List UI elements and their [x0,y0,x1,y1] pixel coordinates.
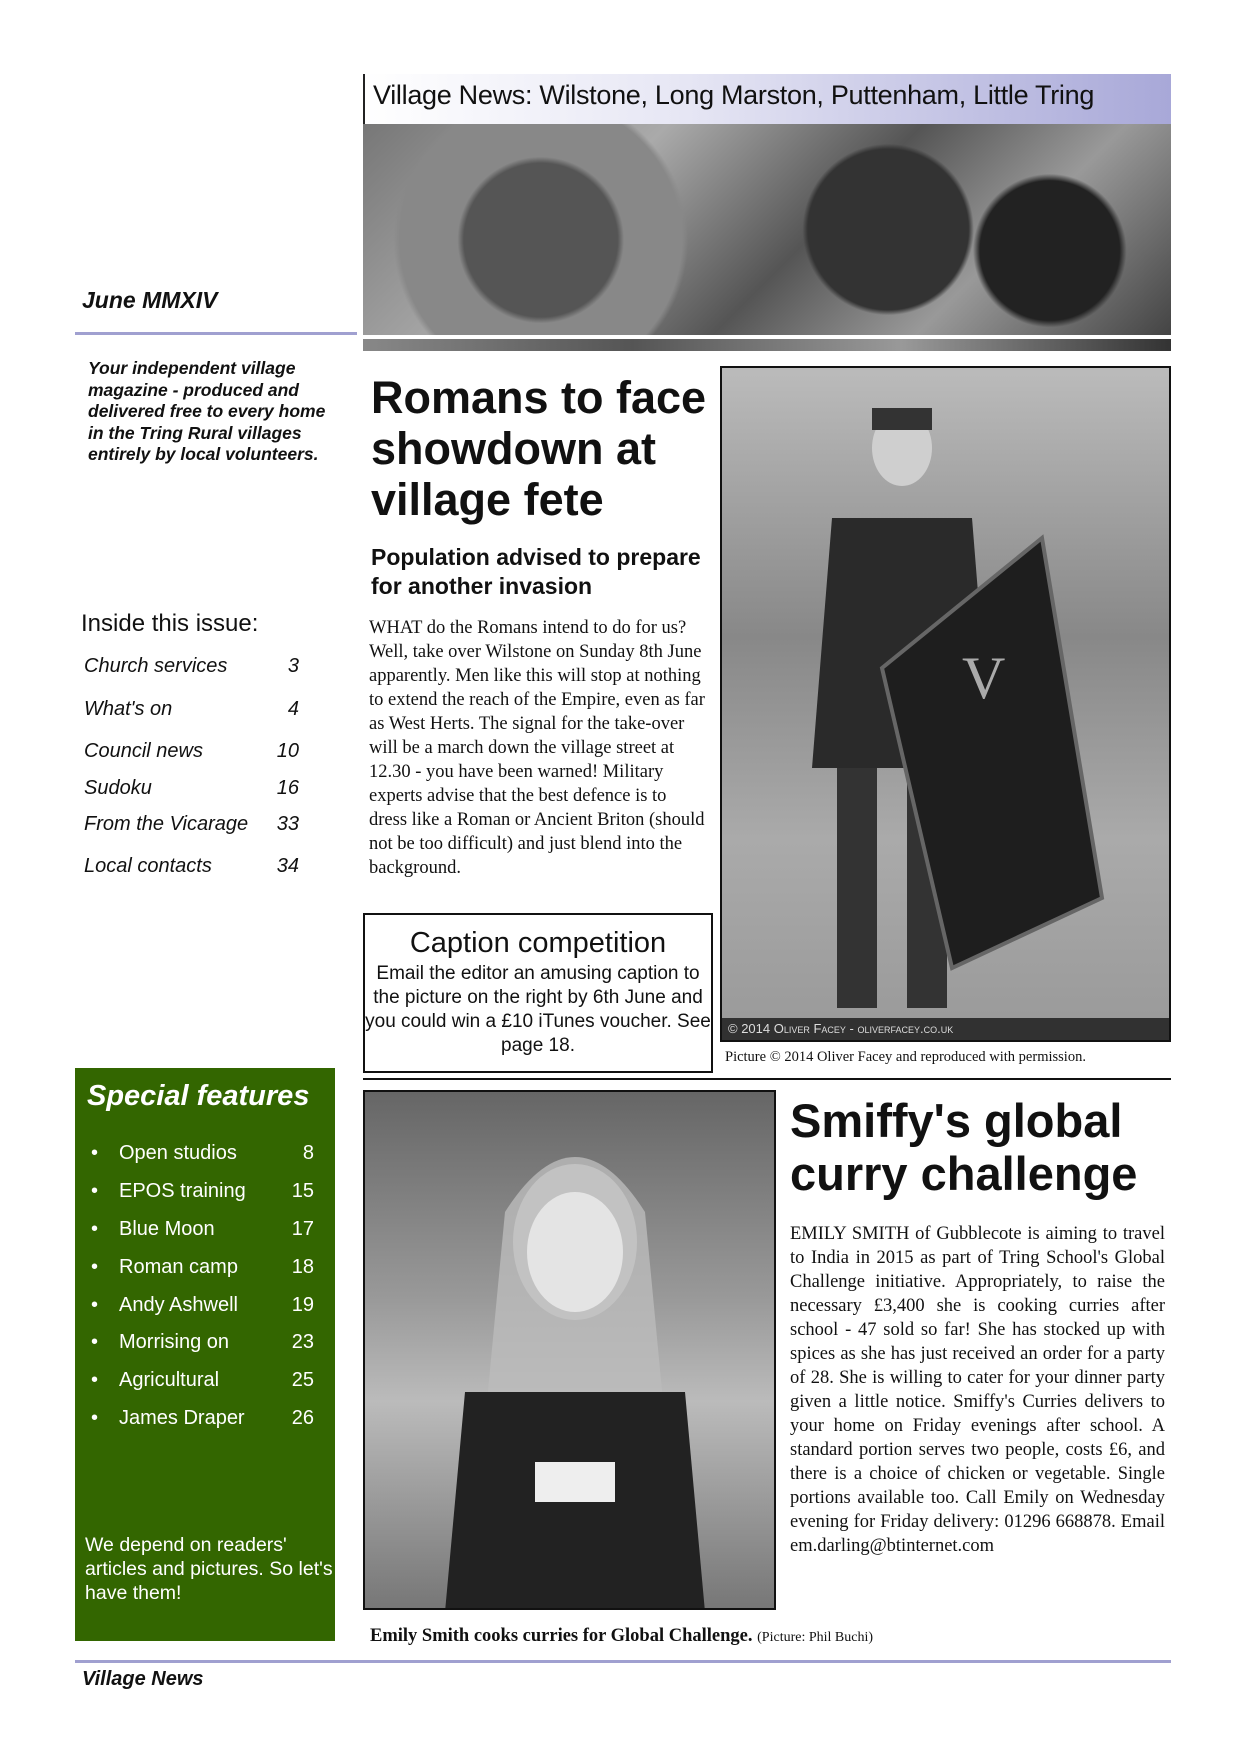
toc-item [84,698,299,721]
toc-label: Council news [84,740,203,762]
feature-page: 26 [291,1406,314,1429]
feature-label: Agricultural [119,1369,220,1392]
headline-romans: Romans to face showdown at village fete [371,372,707,525]
svg-text:V: V [962,645,1006,711]
feature-page: 15 [291,1180,314,1203]
footer-title: Village News [82,1668,204,1690]
caption-competition-text: Email the editor an amusing caption to the picture on the right by 6th June and you could win a £10 iTunes voucher. See page 18. [365,963,711,1056]
toc-page: 34 [276,855,299,877]
bullet-icon: • [91,1180,99,1203]
feature-item [87,1135,335,1173]
toc-item [84,855,299,878]
toc-page: 16 [276,777,299,799]
feature-label: EPOS training [119,1180,246,1203]
toc-label: From the Vicarage [84,813,249,835]
bullet-icon: • [91,1369,99,1392]
bullet-icon: • [91,1331,99,1354]
bullet-icon: • [91,1255,99,1278]
bullet-icon: • [91,1293,99,1316]
feature-item [87,1248,335,1286]
masthead-title: Village News: Wilstone, Long Marston, Puttenham, Little Tring [363,74,1171,124]
feature-item [87,1211,335,1249]
feature-page: 17 [291,1217,314,1240]
special-features-box [75,1068,335,1641]
toc-item [84,777,299,800]
feature-page: 25 [291,1369,314,1392]
photo-caption-curry [370,1626,873,1647]
toc-label: Church services [84,655,228,677]
feature-page: 8 [302,1142,314,1165]
bullet-icon: • [91,1406,99,1429]
divider [75,332,357,335]
feature-item [87,1400,335,1438]
roman-soldier-photo [720,366,1171,1042]
caption-competition-title: Caption competition [409,927,667,959]
feature-label: Andy Ashwell [119,1293,238,1316]
toc-label: What's on [84,698,173,720]
issue-date: June MMXIV [82,287,218,313]
feature-label: Morrising on [119,1331,230,1354]
toc-page: 10 [276,740,299,762]
inside-heading: Inside this issue: [81,610,259,637]
banner-image [363,124,1171,335]
headline-curry: Smiffy's global curry challenge [790,1094,1138,1200]
article-body-curry: EMILY SMITH of Gubblecote is aiming to travel to India in 2015 as part of Tring School's Global Challenge initiative. Appropriately, to raise the necessary £3,400 she is cooking curries after school - 47 sold so far! She has stocked up with spices as she has just received an order for a party of 28. She is willing to cater for your dinner party given a little notice. Smiffy's Curries delivers to your home on Friday evenings after school. A standard portion serves two people, costs £6, and there is a choice of chicken or vegetable. Single portions available too. Call Emily on Wednesday evening for Friday delivery: 01296 668878. Email em.darling@btinternet.com [790,1224,1165,1556]
photo-watermark: © 2014 Oliver Facey - oliverfacey.co.uk [722,1018,1169,1040]
photo-credit: Picture © 2014 Oliver Facey and reproduced with permission. [725,1049,1086,1065]
feature-page: 18 [291,1255,314,1278]
caption-credit: (Picture: Phil Buchi) [757,1630,874,1645]
toc-label: Local contacts [84,855,212,877]
readers-note: We depend on readers' articles and pictures. So let's have them! [85,1534,333,1604]
bullet-icon: • [91,1142,99,1165]
emily-smith-photo [363,1090,776,1610]
feature-item [87,1286,335,1324]
toc-item [84,813,299,836]
feature-label: Open studios [119,1142,237,1165]
toc-item [84,655,299,678]
feature-page: 23 [291,1331,314,1354]
toc-label: Sudoku [84,777,152,799]
feature-item [87,1362,335,1400]
bullet-icon: • [91,1217,99,1240]
toc-page: 4 [287,698,299,720]
intro-text: Your independent village magazine - produced and delivered free to every home in the Tring Rural villages entirely by local volunteers. [88,358,326,464]
caption-competition-box [363,913,713,1073]
feature-item [87,1324,335,1362]
toc-item [84,740,299,763]
feature-label: Roman camp [119,1255,238,1278]
feature-label: James Draper [119,1406,245,1429]
subhead-romans: Population advised to prepare for another invasion [371,544,701,599]
special-features-title: Special features [87,1080,310,1112]
footer-rule [75,1660,1171,1663]
feature-page: 19 [291,1293,314,1316]
divider [363,1078,1171,1080]
banner-strip [363,339,1171,351]
roman-soldier-illustration [722,368,1171,1018]
toc-page: 3 [287,655,299,677]
article-body-romans: WHAT do the Romans intend to do for us? Well, take over Wilstone on Sunday 8th June apparently. Men like this will stop at nothing to extend the reach of the Empire, even as far as West Herts. The signal for the take-over will be a march down the village street at 12.30 - you have been warned! Military experts advise that the best defence is to dress like a Roman or Ancient Briton (should not be too difficult) and just blend into the background. [369,618,705,878]
feature-label: Blue Moon [119,1217,215,1240]
emily-illustration [365,1092,776,1610]
caption-text: Emily Smith cooks curries for Global Challenge. [370,1626,753,1646]
toc-page: 33 [276,813,299,835]
feature-item [87,1173,335,1211]
